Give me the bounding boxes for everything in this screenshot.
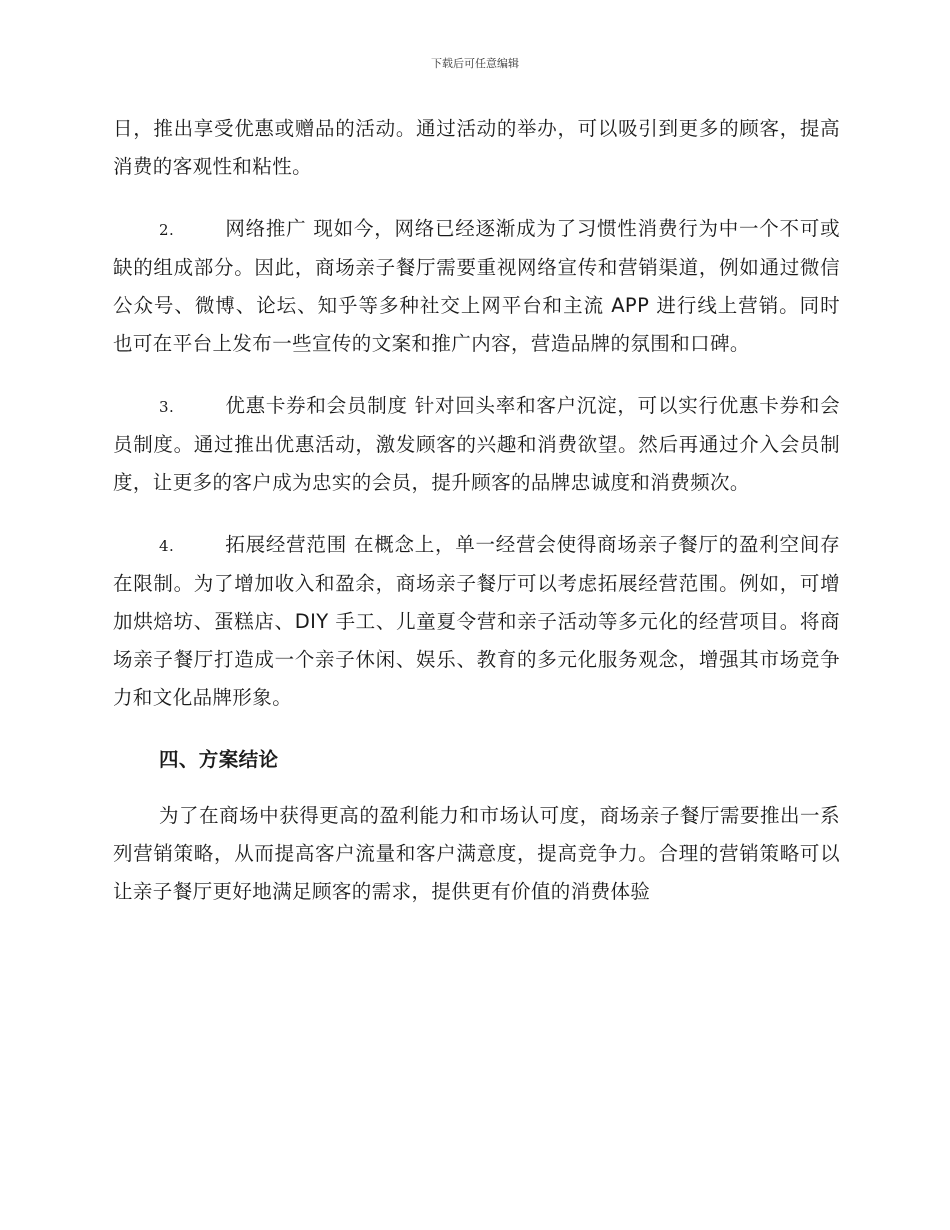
document-body bbox=[113, 110, 840, 911]
list-item-text: 网络推广 现如今，网络已经逐渐成为了习惯性消费行为中一个不可或缺的组成部分。因此，商场亲子餐厅需要重视网络宣传和营销渠道，例如通过微信公众号、微博、论坛、知乎等多种社交上网平台和主流 APP 进行线上营销。同时也可在平台上发布一些宣传的文案和推广内容，营造品牌的氛围和口碑。 bbox=[113, 217, 840, 355]
section-heading: 四、方案结论 bbox=[159, 748, 279, 771]
paragraph-gap bbox=[113, 186, 840, 210]
paragraph-gap bbox=[113, 779, 840, 797]
list-item-text: 优惠卡券和会员制度 针对回头率和客户沉淀，可以实行优惠卡券和会员制度。通过推出优惠活动，激发顾客的兴趣和消费欲望。然后再通过介入会员制度，让更多的客户成为忠实的会员，提升顾客的品牌忠诚度和消费频次。 bbox=[113, 394, 840, 494]
list-item-number: 2. bbox=[159, 221, 175, 239]
list-item-number: 4. bbox=[159, 537, 175, 555]
list-item-text: 拓展经营范围 在概念上，单一经营会使得商场亲子餐厅的盈利空间存在限制。为了增加收入和盈余，商场亲子餐厅可以考虑拓展经营范围。例如，可增加烘焙坊、蛋糕店、DIY 手工、儿童夏令营和亲子活动等多元化的经营项目。将商场亲子餐厅打造成一个亲子休闲、娱乐、教育的多元化服务观念，增强其市场竞争力和文化品牌形象。 bbox=[113, 533, 840, 709]
list-item-3 bbox=[113, 387, 840, 502]
conclusion-paragraph: 为了在商场中获得更高的盈利能力和市场认可度，商场亲子餐厅需要推出一系列营销策略，从而提高客户流量和客户满意度，提高竞争力。合理的营销策略可以让亲子餐厅更好地满足顾客的需求，提供更有价值的消费体验 bbox=[113, 804, 840, 903]
paragraph-continuation: 日，推出享受优惠或赠品的活动。通过活动的举办，可以吸引到更多的顾客，提高消费的客观性和粘性。 bbox=[113, 117, 840, 178]
list-item-4 bbox=[113, 526, 840, 717]
header-note: 下载后可任意编辑 bbox=[431, 57, 519, 70]
paragraph-gap bbox=[113, 717, 840, 741]
list-item-2 bbox=[113, 210, 840, 363]
paragraph-gap bbox=[113, 363, 840, 387]
paragraph-gap bbox=[113, 502, 840, 526]
list-item-number: 3. bbox=[159, 398, 175, 416]
